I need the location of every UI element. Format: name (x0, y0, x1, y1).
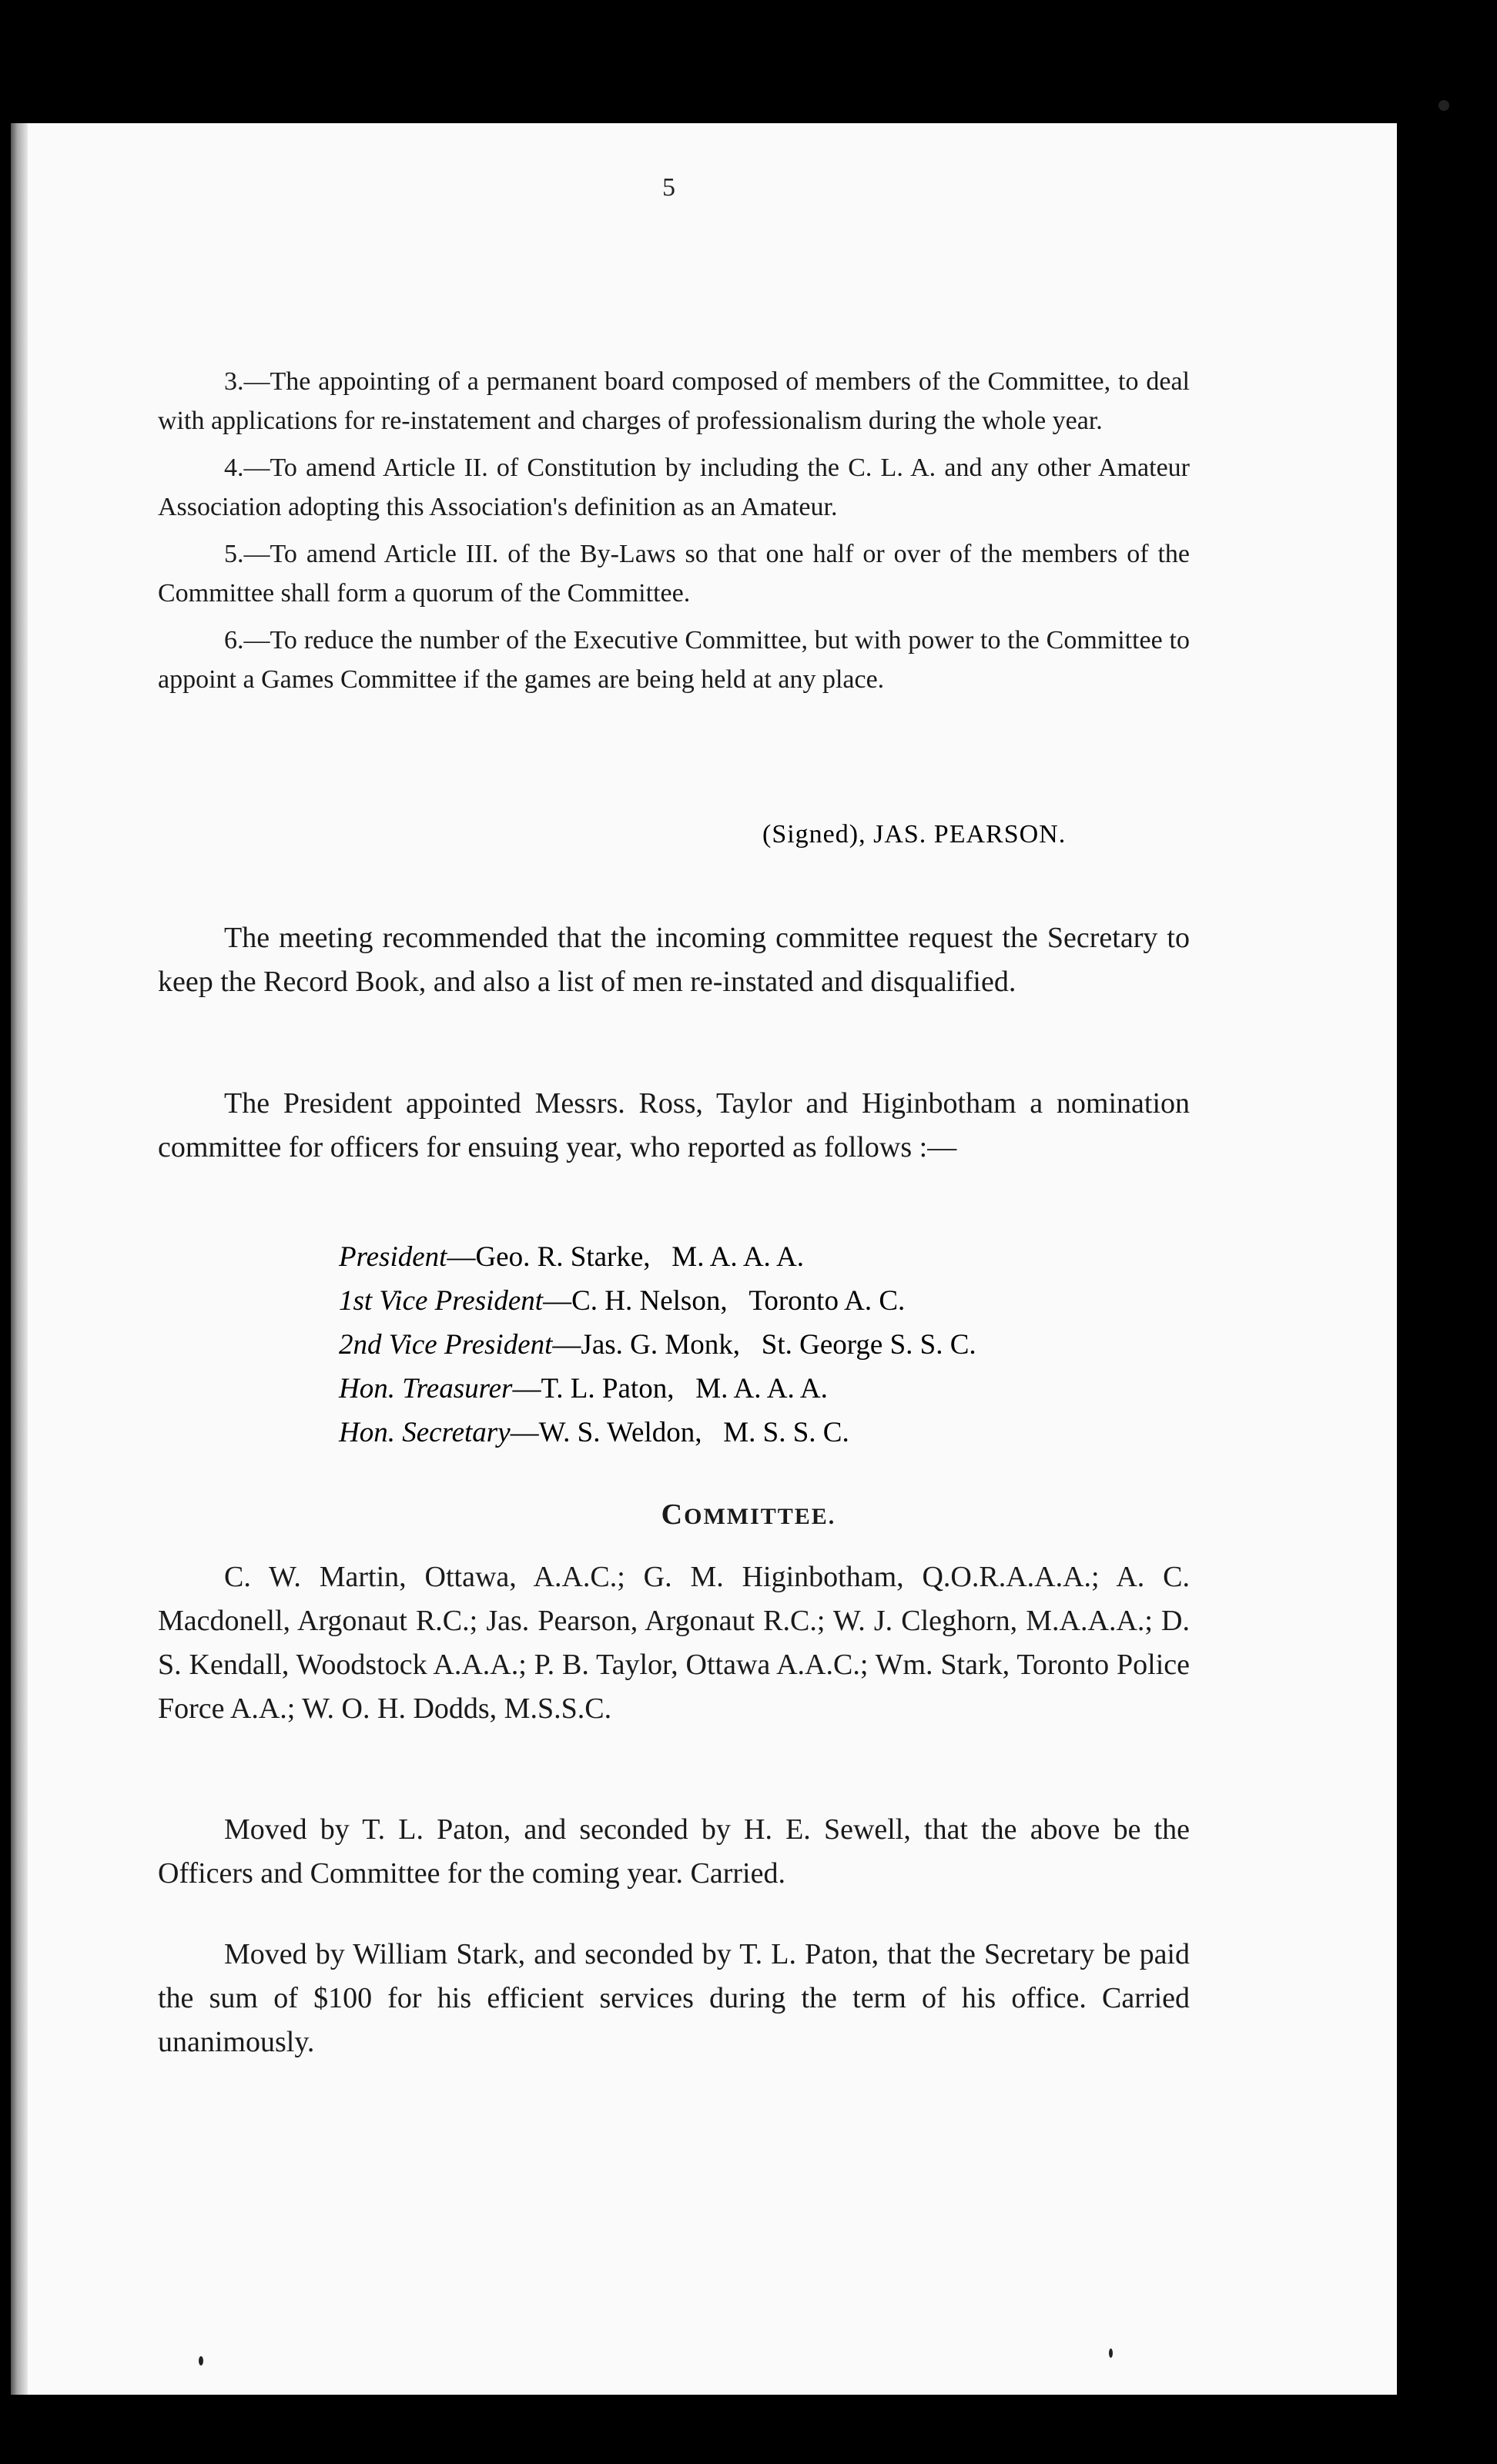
motion-6: 6.—To reduce the number of the Executive Committee, but with power to the Committee to appoint a Games Committee if the games are being held at any place. (158, 626, 1190, 694)
committee-members: C. W. Martin, Ottawa, A.A.C.; G. M. Higinbotham, Q.O.R.A.A.A.; A. C. Macdonell, Argonaut R.C.; Jas. Pearson, Argonaut R.C.; W. J. Cleghorn, M.A.A.A.; D. S. Kendall, Woodstock A.A.A.; P. B. Taylor, Ottawa A.A.C.; Wm. Stark, Toronto Police Force A.A.; W. O. H. Dodds, M.S.S.C. (158, 1561, 1190, 1725)
motion-secretary-paragraph (158, 1933, 1190, 2072)
motion-officers-text: Moved by T. L. Paton, and seconded by H. E. Sewell, that the above be the Officers and Committee for the coming year. Carried. (158, 1813, 1190, 1890)
officer-club: St. George S. S. C. (761, 1329, 976, 1361)
motions-block (158, 362, 1190, 707)
officer-hon-secretary (339, 1411, 849, 1455)
scan-speck (1109, 2348, 1113, 2358)
officer-role: 2nd Vice President (339, 1329, 553, 1361)
motion-5: 5.—To amend Article III. of the By-Laws so that one half or over of the members of the Committee shall form a quorum of the Committee. (158, 540, 1190, 608)
page-edge-shadow (11, 123, 28, 2395)
officer-role: 1st Vice President (339, 1285, 544, 1317)
officer-role: Hon. Treasurer (339, 1373, 513, 1404)
officer-club: Toronto A. C. (748, 1285, 906, 1317)
officer-role: President (339, 1241, 447, 1273)
officer-hon-treasurer (339, 1368, 828, 1411)
motion-3: 3.—The appointing of a permanent board composed of members of the Committee, to deal with applications for re-instatement and charges of professionalism during the whole year. (158, 367, 1190, 435)
recommendation-paragraph (158, 916, 1190, 1012)
committee-heading: COMMITTEE. (661, 1498, 836, 1531)
officer-2nd-vice-president (339, 1324, 976, 1367)
motion-officers-paragraph (158, 1808, 1190, 1903)
motion-secretary-text: Moved by William Stark, and seconded by T. L. Paton, that the Secretary be paid the sum of $100 for his efficient services during the term of his office. Carried unanimously. (158, 1938, 1190, 2058)
nomination-text: The President appointed Messrs. Ross, Taylor and Higinbotham a nomination committee for officers for ensuing year, who reported as follows :— (158, 1087, 1190, 1163)
officer-name: —W. S. Weldon, (510, 1417, 702, 1448)
officer-name: —Jas. G. Monk, (552, 1329, 741, 1361)
officer-name: —Geo. R. Starke, (447, 1241, 651, 1273)
committee-paragraph (158, 1555, 1190, 1739)
officer-club: M. A. A. A. (695, 1373, 828, 1404)
officer-club: M. S. S. C. (723, 1417, 849, 1448)
officer-1st-vice-president (339, 1280, 905, 1323)
motion-4: 4.—To amend Article II. of Constitution by including the C. L. A. and any other Amateur Association adopting this Association's definition as an Amateur. (158, 454, 1190, 521)
scan-speck (1438, 100, 1449, 111)
scan-speck (199, 2356, 203, 2365)
nomination-paragraph (158, 1082, 1190, 1177)
page-number: 5 (662, 173, 675, 202)
officer-name: —T. L. Paton, (512, 1373, 675, 1404)
officer-name: —C. H. Nelson, (543, 1285, 728, 1317)
officer-club: M. A. A. A. (671, 1241, 804, 1273)
recommendation-text: The meeting recommended that the incoming committee request the Secretary to keep the Record Book, and also a list of men re-instated and disqualified. (158, 922, 1190, 998)
signature: (Signed), JAS. PEARSON. (762, 820, 1067, 849)
officer-role: Hon. Secretary (339, 1417, 511, 1448)
officer-president (339, 1236, 804, 1279)
